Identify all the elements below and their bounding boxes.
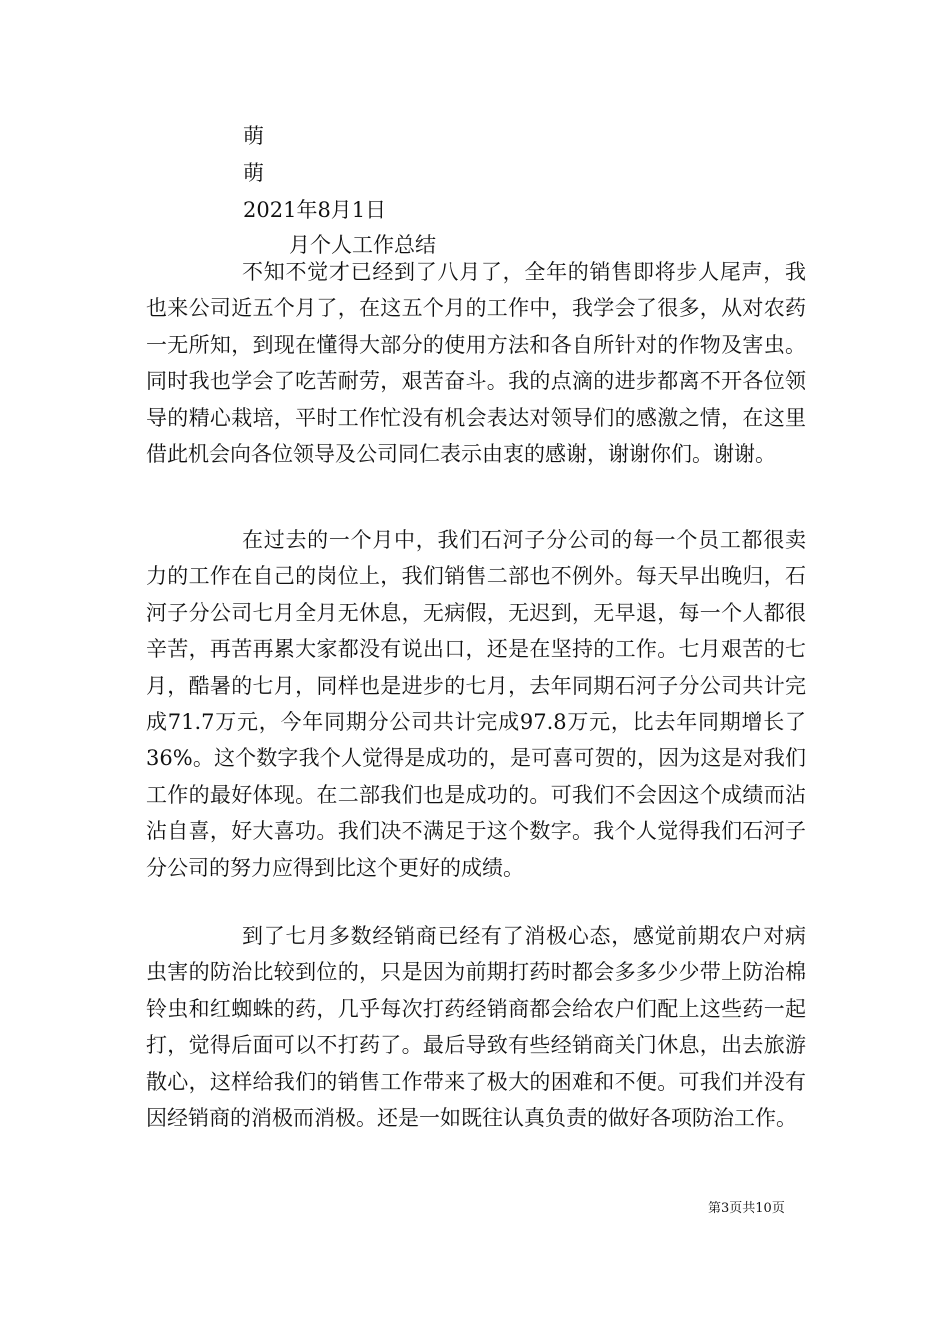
paragraph-3: 到了七月多数经销商已经有了消极心态，感觉前期农户对病虫害的防治比较到位的，只是因为前期打药时都会多多少少带上防治棉铃虫和红蜘蛛的药，几乎每次打药经销商都会给农户们配上这些药一起打，觉得后面可以不打药了。最后导致有些经销商关门休息，出去旅游散心，这样给我们的销售工作带来了极大的困难和不便。可我们并没有因经销商的消极而消极。还是一如既往认真负责的做好各项防治工作。 xyxy=(146,924,806,1131)
paragraph-1: 不知不觉才已经到了八月了，全年的销售即将步人尾声，我也来公司近五个月了，在这五个月的工作中，我学会了很多，从对农药一无所知，到现在懂得大部分的使用方法和各自所针对的作物及害虫。同时我也学会了吃苦耐劳，艰苦奋斗。我的点滴的进步都离不开各位领导的精心栽培，平时工作忙没有机会表达对领导们的感激之情，在这里借此机会向各位领导及公司同仁表示由衷的感谢，谢谢你们。谢谢。 xyxy=(146,260,806,467)
signature-line-1: 萌 xyxy=(243,124,264,148)
paragraph-3-block xyxy=(146,918,806,1136)
page-number: 第3页共10页 xyxy=(708,1201,785,1216)
date-line: 2021年8月1日 xyxy=(243,198,387,222)
paragraph-2: 在过去的一个月中，我们石河子分公司的每一个员工都很卖力的工作在自己的岗位上，我们销售二部也不例外。每天早出晚归，石河子分公司七月全月无休息，无病假，无迟到，无早退，每一个人都很辛苦，再苦再累大家都没有说出口，还是在坚持的工作。七月艰苦的七月，酷暑的七月，同样也是进步的七月，去年同期石河子分公司共计完成71.7万元，今年同期分公司共计完成97.8万元，比去年同期增长了36%。这个数字我个人觉得是成功的，是可喜可贺的，因为这是对我们工作的最好体现。在二部我们也是成功的。可我们不会因这个成绩而沾沾自喜，好大喜功。我们决不满足于这个数字。我个人觉得我们石河子分公司的努力应得到比这个更好的成绩。 xyxy=(146,528,806,880)
signature-line-2: 萌 xyxy=(243,161,264,185)
document-title: 月个人工作总结 xyxy=(289,233,436,257)
paragraph-2-block xyxy=(146,522,806,886)
paragraph-1-block xyxy=(146,254,806,472)
